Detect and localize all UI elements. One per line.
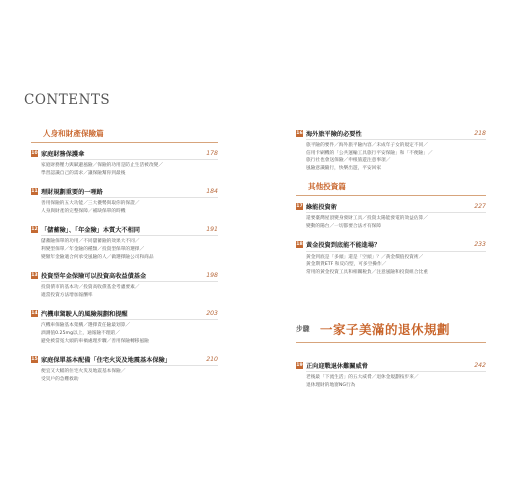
chapter-number-badge: 17 bbox=[296, 203, 303, 209]
chapter-description-line: 旅平險的要件／海外旅平險內容／未成年子女的規定不同／ bbox=[306, 143, 428, 148]
toc-entry-header bbox=[31, 308, 218, 318]
toc-entry[interactable] bbox=[296, 360, 486, 389]
entry-divider bbox=[41, 159, 218, 160]
toc-entry[interactable] bbox=[31, 270, 218, 299]
toc-entry[interactable] bbox=[31, 148, 218, 177]
toc-entry-header bbox=[31, 186, 218, 196]
chapter-description-line: 黃金期貨ETF 和反向型，可多空操作／ bbox=[306, 262, 387, 268]
chapter-description-line: 人身與財產的完整保障／補缺保單的時機 bbox=[41, 208, 126, 214]
right-entry-list bbox=[296, 201, 486, 276]
toc-entry[interactable] bbox=[296, 201, 486, 230]
chapter-title[interactable]: 海外旅平險的必要性 bbox=[306, 130, 362, 138]
entry-divider bbox=[306, 139, 486, 140]
chapter-description-line: 學習認識自己的需求／讓保險幫你到最後 bbox=[41, 170, 126, 176]
entry-divider bbox=[306, 251, 486, 252]
toc-entry[interactable] bbox=[296, 128, 486, 172]
chapter-number-badge: 10 bbox=[31, 150, 38, 156]
chapter-number-badge: 14 bbox=[31, 310, 38, 316]
chapter-description-line: 適當投資方法增加報酬率 bbox=[41, 292, 93, 298]
page-number: 203 bbox=[206, 309, 218, 317]
toc-entry-header bbox=[296, 128, 486, 138]
entry-divider bbox=[41, 281, 218, 282]
chapter-description-line: 變額年金險適合何承受風險的人／做選擇險公司和商品 bbox=[41, 254, 154, 260]
toc-entry[interactable] bbox=[31, 308, 218, 345]
entry-divider bbox=[41, 197, 218, 198]
page-number: 233 bbox=[474, 241, 486, 249]
part-header bbox=[296, 319, 486, 351]
toc-entry-header bbox=[31, 354, 218, 364]
chapter-number-badge: 13 bbox=[31, 272, 38, 278]
chapter-description-line: 受災戶的急難救助 bbox=[41, 376, 79, 382]
toc-entry-header bbox=[31, 148, 218, 158]
page-number: 191 bbox=[206, 225, 218, 233]
chapter-description-line: 便宜又大幅的住宅火災及地震基本保險／ bbox=[41, 369, 126, 375]
chapter-description-line: 旅行社也會送保險／申根旅遊注意事項／ bbox=[306, 158, 391, 164]
chapter-description-line: 還要臺灣屋頂變身發財工具／投資太陽能發電的效益估算／ bbox=[306, 216, 428, 222]
part-label: 步驟 bbox=[296, 325, 310, 333]
chapter-number-badge: 15 bbox=[31, 356, 38, 362]
page-number: 184 bbox=[206, 187, 218, 195]
entry-divider bbox=[41, 365, 218, 366]
chapter-description-line: 變動的陽台／一切都要合法才有保障 bbox=[306, 223, 382, 229]
chapter-description-line: 儲蓄險保單的功用／不同儲蓄險的效果大不同／ bbox=[41, 239, 140, 245]
chapter-title[interactable]: 理財規劃重要的一哩路 bbox=[41, 188, 103, 196]
toc-entry-header bbox=[296, 201, 486, 211]
page-number: 218 bbox=[474, 129, 486, 137]
toc-entry[interactable] bbox=[31, 354, 218, 383]
section-title-insurance: 人身和財產保險篇 bbox=[31, 128, 218, 143]
chapter-title[interactable]: 黃金投資到底能不能進場？ bbox=[306, 242, 381, 250]
chapter-description-line: 退休理財的地窗NG行為 bbox=[306, 382, 356, 388]
chapter-title[interactable]: 汽機車駕駛人的風險規劃和提醒 bbox=[41, 310, 128, 318]
entry-divider bbox=[306, 212, 486, 213]
chapter-description-line: 善用保險的五大功能／三大優勢與取你的保證／ bbox=[41, 201, 140, 207]
chapter-description-line: 家庭財務壓力與賦避風險／保險的功用是防止生活被改變／ bbox=[41, 163, 163, 168]
chapter-description-line: 老後最「下流生活」的五大威脅／退休金規劃按步來／ bbox=[306, 375, 419, 380]
right-column bbox=[296, 128, 486, 285]
chapter-title[interactable]: 正向迎戰退休難關威脅 bbox=[306, 362, 368, 370]
chapter-number-badge: 18 bbox=[296, 242, 303, 248]
page-number: 210 bbox=[206, 355, 218, 363]
chapter-number-badge: 12 bbox=[31, 226, 38, 232]
entry-divider bbox=[306, 371, 486, 372]
page-number: 198 bbox=[206, 271, 218, 279]
section-title-other-investment: 其他投資篇 bbox=[296, 181, 486, 196]
chapter-title[interactable]: 家庭保單基本配備「住宅火災及地震基本保險」 bbox=[41, 356, 171, 364]
toc-entry-header bbox=[31, 224, 218, 234]
chapter-number-badge: 16 bbox=[296, 130, 303, 136]
toc-entry-header bbox=[31, 270, 218, 280]
toc-entry[interactable] bbox=[296, 240, 486, 277]
chapter-description-line: 黃金到底是「多頭」還是「空頭」？／黃金價值投資術／ bbox=[306, 254, 424, 260]
chapter-description-line: 信用卡刷機的「公共運輸工具旅行平安保險」和「不便險」／ bbox=[306, 150, 433, 156]
part-entry-list bbox=[296, 360, 486, 398]
chapter-description-line: 酒測值0.25mg以上，通報險不理賠／ bbox=[41, 330, 120, 336]
chapter-description-line: 避免被當冤大頭的車禍處理步驟／善用保險轉移風險 bbox=[41, 338, 149, 344]
chapter-description-line: 常用的黃金投資工具和相關稅負／注意風險和投資組合比重 bbox=[306, 269, 428, 275]
part-divider bbox=[296, 342, 486, 343]
chapter-title[interactable]: 綠能投資術 bbox=[306, 203, 337, 211]
left-column bbox=[31, 128, 218, 392]
chapter-description-line: 投資債市的基本功／投資高收債基金考慮要素／ bbox=[41, 285, 140, 291]
page-number: 178 bbox=[206, 149, 218, 157]
chapter-description-line: 汽機車保險基本架構／選擇責任險最划算／ bbox=[41, 323, 131, 329]
toc-entry[interactable] bbox=[31, 224, 218, 261]
chapter-number-badge: 11 bbox=[31, 188, 38, 194]
chapter-description-line: 利變型保單／年金險的種類／投資型保單的選擇／ bbox=[41, 246, 145, 252]
chapter-title[interactable]: 投資型年金保險可以投資高收益債基金 bbox=[41, 272, 147, 280]
toc-entry[interactable] bbox=[31, 186, 218, 215]
right-top-entry-list bbox=[296, 128, 486, 172]
part-title: 一家子美滿的退休規劃 bbox=[320, 322, 451, 337]
page-number: 227 bbox=[474, 202, 486, 210]
toc-entry-header bbox=[296, 360, 486, 370]
page-number: 242 bbox=[474, 361, 486, 369]
chapter-description-line: 風險意識隨行，快樂出遊，平安回家 bbox=[306, 165, 382, 171]
entry-divider bbox=[41, 319, 218, 320]
entry-divider bbox=[41, 235, 218, 236]
left-entry-list bbox=[31, 148, 218, 383]
chapter-title[interactable]: 「儲蓄險」、「年金險」本質大不相同 bbox=[41, 226, 140, 234]
contents-heading: CONTENTS bbox=[24, 92, 111, 108]
chapter-number-badge: 19 bbox=[296, 362, 303, 368]
chapter-title[interactable]: 家庭財務保護傘 bbox=[41, 150, 85, 158]
toc-entry-header bbox=[296, 240, 486, 250]
